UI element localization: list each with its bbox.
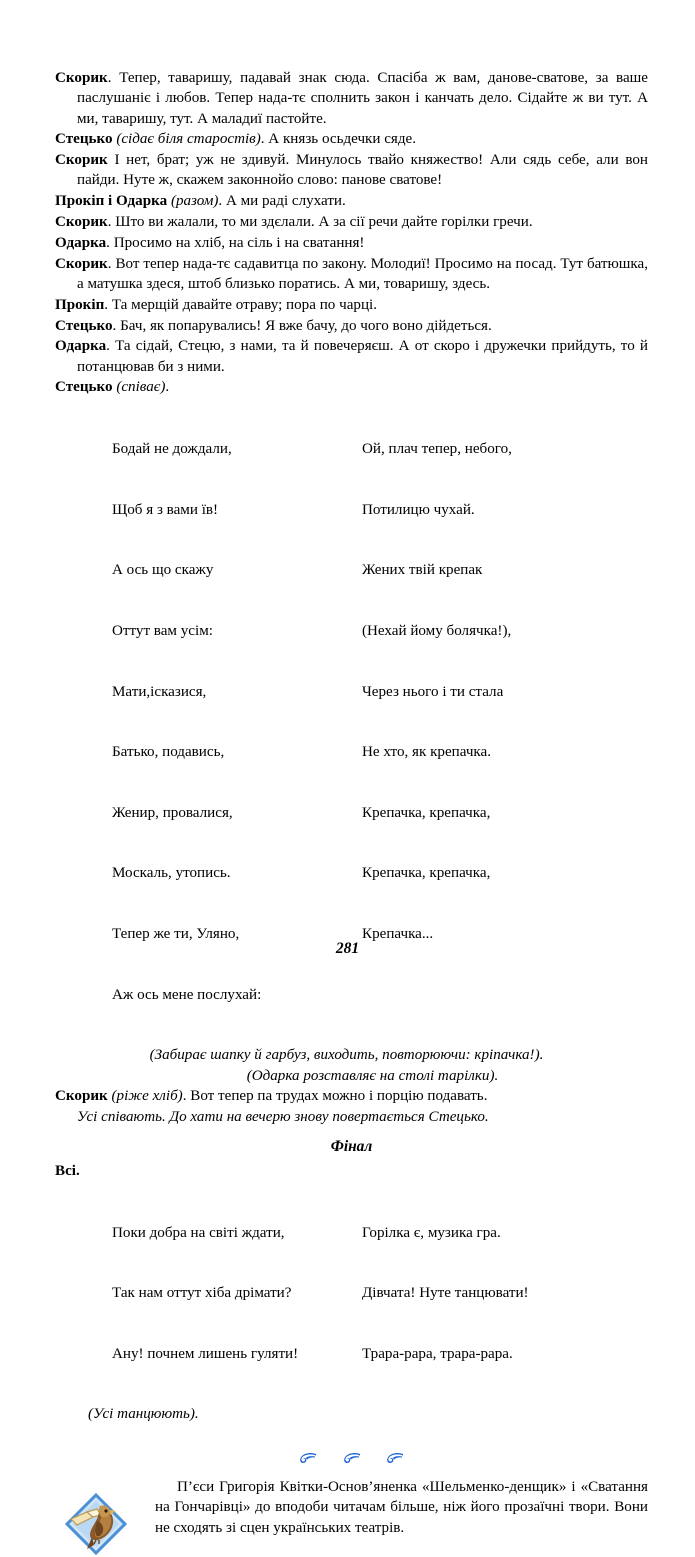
stage-direction: (співає) — [116, 379, 166, 396]
dialogue-text: . А князь осьдечки сяде. — [260, 131, 417, 148]
speaker-name: Скорик — [55, 152, 108, 169]
verse-line: Тепер же ти, Уляно, — [112, 926, 240, 943]
dialogue-text: Што ви жалали, то ми здєлали. А за сії речи дайте горілки гречи. — [115, 214, 533, 231]
final-verse — [55, 1182, 648, 1404]
dialogue-text: . А ми раді слухати. — [218, 193, 346, 210]
speaker-separator: . — [106, 338, 116, 355]
closing-note-text: П’єси Григорія Квітки-Основ’яненка «Шельменко-денщик» і «Сватання на Гончарівці» до вподоби читачам більше, ніж його прозаїчні твори. Вони не сходять зі сцен українських театрів. — [155, 1478, 648, 1536]
speaker-name: Прокіп і Одарка — [55, 193, 168, 210]
verse-line: Щоб я з вами їв! — [112, 501, 219, 518]
fleuron-icon — [342, 1452, 362, 1466]
stage-direction-exit: (Забирає шапку й гарбуз, виходить, повторюючи: кріпачка!). — [149, 1047, 544, 1064]
verse-line: Потилицю чухай. — [362, 501, 475, 518]
speaker-name: Одарка — [55, 338, 107, 355]
verse-line: Оттут вам усім: — [112, 622, 213, 639]
song-intro-line — [55, 377, 648, 397]
stage-direction: (ріже хліб) — [111, 1087, 183, 1104]
dialogue-line — [55, 191, 648, 211]
verse-line: Крепачка... — [362, 926, 434, 943]
dialogue-line — [55, 1086, 648, 1106]
speaker-name: Одарка — [55, 234, 107, 251]
speaker-separator: . — [107, 70, 120, 86]
speaker-name: Скорик — [55, 1087, 108, 1104]
verse-line: (Нехай йому болячка!), — [362, 622, 512, 639]
verse-line: Ой, плач тепер, небого, — [362, 441, 512, 458]
verse-line: А ось що скажу — [112, 562, 214, 579]
final-verse-right-column — [362, 1182, 529, 1404]
speaker-name: Скорик — [55, 255, 108, 272]
dialogue-block — [55, 68, 648, 377]
verse-line: Ану! почнем лишень гуляти! — [112, 1345, 299, 1362]
fleuron-icon — [298, 1452, 318, 1466]
final-heading: Фінал — [330, 1137, 373, 1155]
verse-line: Москаль, утопись. — [112, 865, 231, 882]
dialogue-line — [55, 336, 648, 377]
verse-line: Аж ось мене послухай: — [112, 986, 262, 1003]
verse-line: Трара-рара, трара-рара. — [362, 1345, 513, 1362]
speaker-name: Прокіп — [55, 296, 105, 313]
dialogue-text: . Вот тепер па трудах можно і порцію подавать. — [182, 1087, 488, 1104]
verse-line: Поки добра на світі ждати, — [112, 1224, 285, 1241]
speaker-separator: . — [112, 317, 121, 334]
speaker-name: Стецько — [55, 131, 113, 148]
dialogue-line — [55, 212, 648, 232]
verse-line: Крепачка, крепачка, — [362, 804, 491, 821]
dialogue-line — [55, 150, 648, 191]
closing-note — [55, 1477, 648, 1549]
verse-line: Женир, провалися, — [112, 804, 233, 821]
verse-line: Через нього і ти стала — [362, 683, 504, 700]
speaker-name: Скорик — [55, 214, 108, 231]
dialogue-text: Та сідай, Стецю, з нами, та й повечеряєш. А от скоро і дружечки прийдуть, то й потанцював би з ними. — [77, 338, 648, 375]
speaker-separator: . — [107, 255, 116, 272]
dance-stage-direction: (Усі танцюють). — [88, 1406, 199, 1423]
stage-direction: (разом) — [170, 193, 219, 210]
verse-line: Крепачка, крепачка, — [362, 865, 491, 882]
ornament-divider — [55, 1447, 648, 1469]
dialogue-line — [55, 316, 648, 336]
dialogue-line — [55, 295, 648, 315]
fleuron-icon — [385, 1452, 405, 1466]
dialogue-text: Просимо на хліб, на сіль і на сватання! — [113, 234, 365, 251]
song-verse-right-column — [362, 399, 512, 985]
dialogue-text: І нет, брат; уж не здивуй. Минулось твайо княжество! Али сядь себе, али вон пайди. Нуте ж, скажем законнойо слово: панове сватове! — [77, 152, 648, 189]
verse-line: Так нам оттут хіба дрімати? — [112, 1285, 292, 1302]
speaker-name: Стецько — [55, 379, 113, 396]
dialogue-text: Та мерщій давайте отраву; пора по чарці. — [111, 296, 377, 313]
verse-line: Батько, подавись, — [112, 744, 225, 761]
verse-line: Жених твій крепак — [362, 562, 483, 579]
verse-line: Горілка є, музика гра. — [362, 1224, 501, 1241]
dialogue-text: Тепер, таваришу, падавай знак сюда. Спасіба ж вам, данове-сватове, за ваше паслушаніє і любов. Тепер нада-тє сполнить закон і канчать дело. Сідайте ж ви тут. А ми, таваришу, тут. А маладиї пастойте. — [77, 70, 649, 127]
speaker-name: Скорик — [55, 70, 108, 86]
stage-direction: (сідає біля старостів) — [116, 131, 261, 148]
bird-on-book-badge-icon — [63, 1491, 129, 1557]
verse-line: Не хто, як крепачка. — [362, 744, 492, 761]
dialogue-line — [55, 233, 648, 253]
verse-line: Мати,ісказися, — [112, 683, 207, 700]
dialogue-line — [55, 68, 648, 129]
page-number: 281 — [335, 940, 360, 957]
speaker-separator: . — [107, 214, 116, 231]
speaker-name: Стецько — [55, 317, 113, 334]
all-speakers-label: Всі. — [55, 1162, 80, 1179]
closing-stage-direction: Усі співають. До хати на вечерю знову повертається Стецько. — [77, 1108, 489, 1125]
dialogue-line — [55, 254, 648, 295]
song-intro-tail: . — [165, 379, 170, 396]
dialogue-text: Бач, як попарувались! Я вже бачу, до чого воно дійдеться. — [120, 317, 492, 334]
dialogue-text: Вот тепер нада-тє садавитца по закону. Молодиї! Просимо на посад. Тут батюшка, а матушка здеся, штоб близько поратись. А ми, товаришу, здесь. — [77, 255, 649, 292]
stage-direction-table: (Одарка розставляє на столі тарілки). — [246, 1067, 499, 1084]
verse-line: Бодай не дождали, — [112, 441, 232, 458]
verse-line: Дівчата! Нуте танцювати! — [362, 1285, 529, 1302]
dialogue-line — [55, 129, 648, 149]
speaker-separator: . — [104, 296, 112, 313]
speaker-separator: . — [106, 234, 114, 251]
